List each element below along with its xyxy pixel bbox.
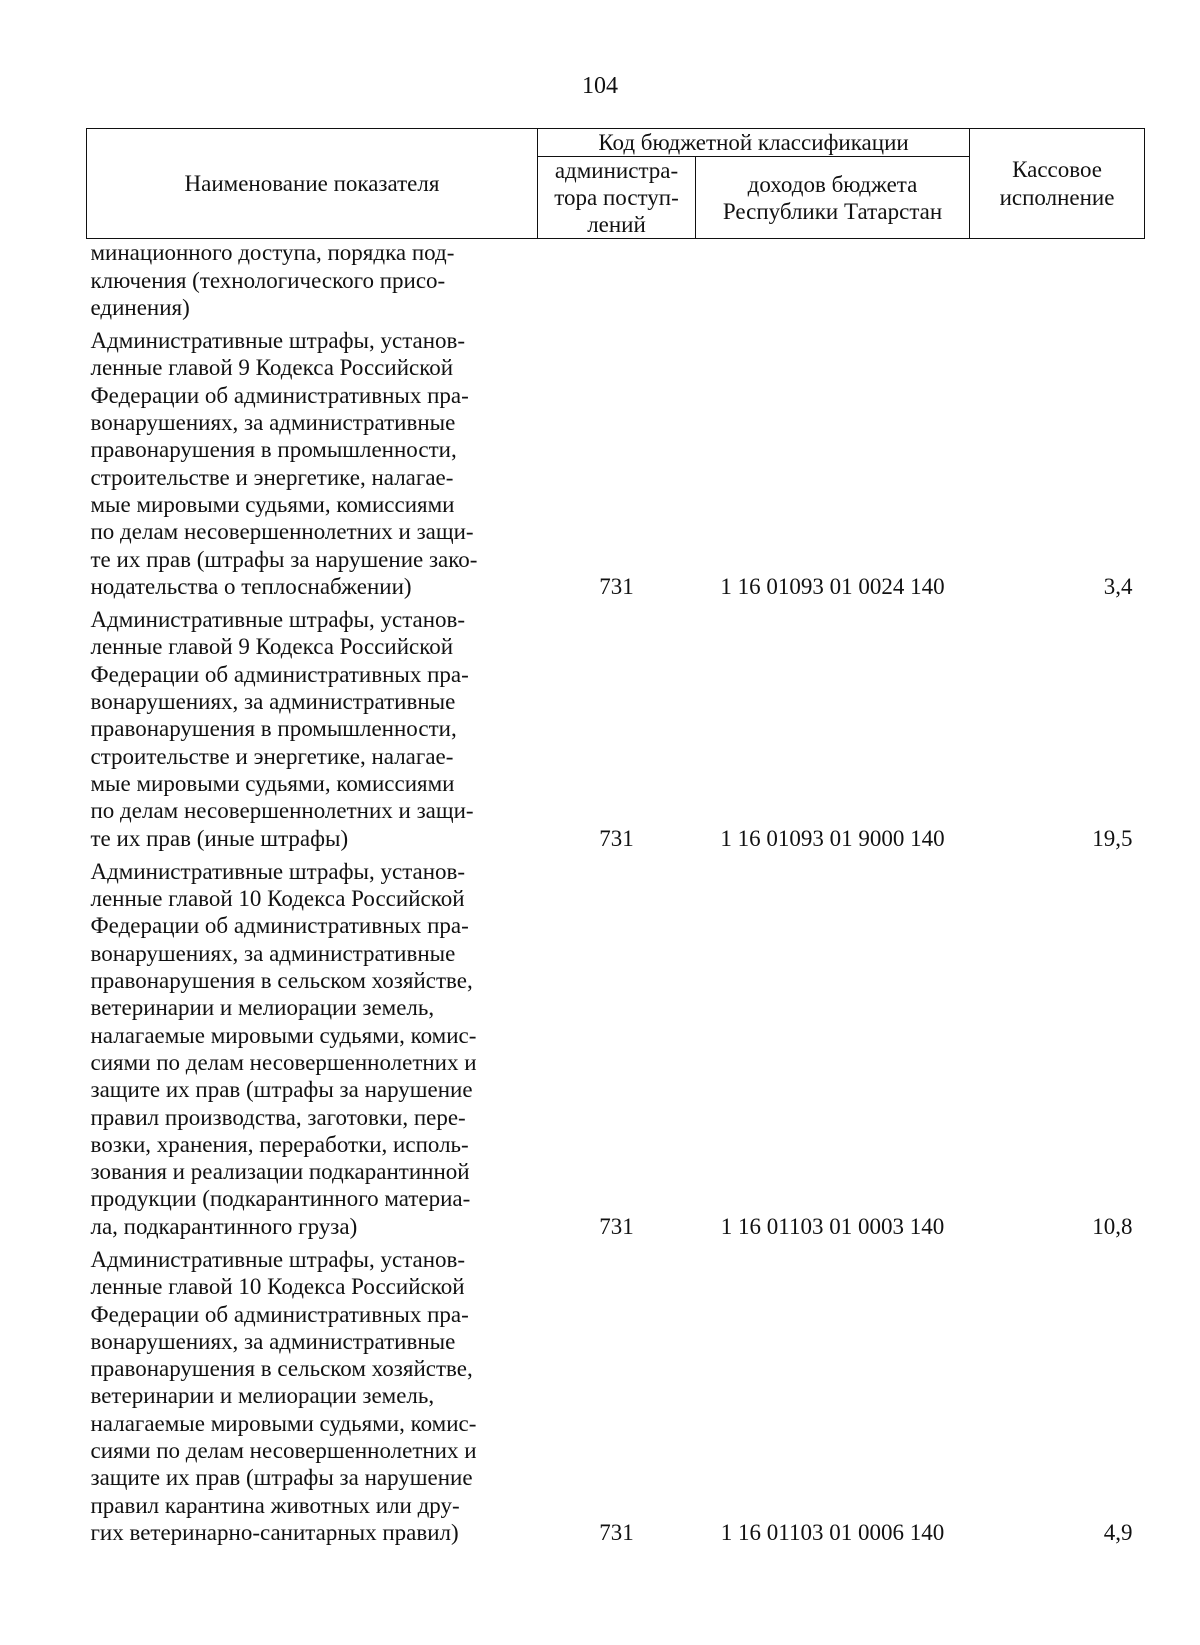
- indicator-name-line: ла, подкарантинного груза): [90, 1213, 358, 1239]
- row-cash-execution: 19,5: [1092, 825, 1133, 851]
- indicator-name-line: правонарушения в промышленности,: [90, 437, 457, 463]
- row-admin-code: [538, 239, 696, 321]
- indicator-name-line: Федерации об административных пра-: [90, 1301, 469, 1327]
- table-row: [87, 321, 1145, 600]
- indicator-name-line: сиями по делам несовершеннолетних и: [90, 1049, 477, 1075]
- row-revenue-code: 1 16 01093 01 0024 140: [720, 573, 945, 599]
- budget-revenue-table: [86, 128, 1145, 1546]
- indicator-name-line: ветеринарии и мелиорации земель,: [90, 995, 435, 1021]
- indicator-name-line: Административные штрафы, установ-: [90, 328, 466, 354]
- indicator-name-line: строительстве и энергетике, налагае-: [90, 743, 454, 769]
- row-admin-code: 731: [599, 573, 634, 599]
- indicator-name-line: единения): [90, 294, 190, 320]
- row-cash-execution: 4,9: [1103, 1519, 1133, 1545]
- indicator-name-line: Административные штрафы, установ-: [90, 607, 466, 633]
- indicator-name-line: защите их прав (штрафы за нарушение: [90, 1465, 473, 1491]
- indicator-name-line: налагаемые мировыми судьями, комис-: [90, 1410, 477, 1436]
- indicator-name-line: ключения (технологического присо-: [90, 267, 446, 293]
- table-body: [87, 239, 1145, 1546]
- indicator-name-line: Административные штрафы, установ-: [90, 1246, 466, 1272]
- indicator-name-line: вонарушениях, за административные: [90, 940, 456, 966]
- indicator-name-line: те их прав (иные штрафы): [90, 825, 349, 851]
- header-code-line: Республики Татарстан: [722, 198, 943, 224]
- row-cash-execution: 10,8: [1092, 1213, 1133, 1239]
- indicator-name-line: ветеринарии и мелиорации земель,: [90, 1383, 435, 1409]
- indicator-name-line: те их прав (штрафы за нарушение зако-: [90, 546, 478, 572]
- indicator-name-line: по делам несовершеннолетних и защи-: [90, 519, 474, 545]
- indicator-name-line: защите их прав (штрафы за нарушение: [90, 1077, 473, 1103]
- indicator-name-line: Административные штрафы, установ-: [90, 858, 466, 884]
- table-row: [87, 852, 1145, 1240]
- indicator-name-line: Федерации об административных пра-: [90, 913, 469, 939]
- table-header: [87, 129, 1145, 239]
- header-admin-line: лений: [587, 212, 646, 238]
- header-admin: [538, 157, 696, 239]
- indicator-name-line: ленные главой 10 Кодекса Российской: [90, 886, 465, 912]
- indicator-name-line: продукции (подкарантинного материа-: [90, 1186, 471, 1212]
- indicator-name-line: вонарушениях, за административные: [90, 689, 456, 715]
- row-revenue-code: 1 16 01093 01 9000 140: [720, 825, 945, 851]
- table-row: [87, 1240, 1145, 1546]
- header-sum-line: исполнение: [999, 184, 1115, 210]
- header-cash-execution: [970, 129, 1145, 239]
- row-cash-execution: 3,4: [1103, 573, 1133, 599]
- row-indicator-name: [87, 1240, 538, 1546]
- indicator-name-line: правил производства, заготовки, пере-: [90, 1104, 466, 1130]
- indicator-name-line: по делам несовершеннолетних и защи-: [90, 798, 474, 824]
- indicator-name-line: ленные главой 9 Кодекса Российской: [90, 634, 454, 660]
- header-admin-line: администра-: [554, 158, 679, 184]
- row-admin-code: 731: [599, 825, 634, 851]
- indicator-name-line: минационного доступа, порядка под-: [90, 240, 455, 266]
- indicator-name-line: зования и реализации подкарантинной: [90, 1159, 470, 1185]
- row-indicator-name: [87, 239, 538, 321]
- indicator-name-line: ленные главой 10 Кодекса Российской: [90, 1274, 465, 1300]
- row-cash-execution: [970, 239, 1145, 321]
- row-revenue-code: 1 16 01103 01 0006 140: [720, 1519, 945, 1545]
- indicator-name-line: Федерации об административных пра-: [90, 382, 469, 408]
- indicator-name-line: гих ветеринарно-санитарных правил): [90, 1519, 459, 1545]
- header-name: Наименование показателя: [87, 129, 538, 239]
- header-code-line: доходов бюджета: [747, 171, 918, 197]
- indicator-name-line: мые мировыми судьями, комиссиями: [90, 491, 455, 517]
- indicator-name-line: налагаемые мировыми судьями, комис-: [90, 1022, 477, 1048]
- table-row: [87, 600, 1145, 852]
- indicator-name-line: правил карантина животных или дру-: [90, 1492, 460, 1518]
- indicator-name-line: нодательства о теплоснабжении): [90, 573, 412, 599]
- indicator-name-line: вонарушениях, за административные: [90, 1328, 456, 1354]
- row-admin-code: 731: [599, 1213, 634, 1239]
- indicator-name-line: возки, хранения, переработки, исполь-: [90, 1131, 469, 1157]
- indicator-name-line: вонарушениях, за административные: [90, 410, 456, 436]
- row-admin-code: 731: [599, 1519, 634, 1545]
- header-classification-group: Код бюджетной классификации: [538, 129, 970, 157]
- indicator-name-line: мые мировыми судьями, комиссиями: [90, 770, 455, 796]
- header-admin-line: тора поступ-: [554, 185, 679, 211]
- row-revenue-code: [696, 239, 970, 321]
- indicator-name-line: сиями по делам несовершеннолетних и: [90, 1438, 477, 1464]
- header-sum-line: Кассовое: [1012, 157, 1102, 183]
- indicator-name-line: ленные главой 9 Кодекса Российской: [90, 355, 454, 381]
- row-indicator-name: [87, 600, 538, 852]
- table-row: [87, 239, 1145, 321]
- page-number: 104: [582, 73, 618, 99]
- row-indicator-name: [87, 852, 538, 1240]
- indicator-name-line: правонарушения в сельском хозяйстве,: [90, 1356, 473, 1382]
- row-revenue-code: 1 16 01103 01 0003 140: [720, 1213, 945, 1239]
- row-indicator-name: [87, 321, 538, 600]
- indicator-name-line: правонарушения в сельском хозяйстве,: [90, 968, 473, 994]
- indicator-name-line: Федерации об административных пра-: [90, 661, 469, 687]
- indicator-name-line: правонарушения в промышленности,: [90, 716, 457, 742]
- indicator-name-line: строительстве и энергетике, налагае-: [90, 464, 454, 490]
- header-revenue-code: [696, 157, 970, 239]
